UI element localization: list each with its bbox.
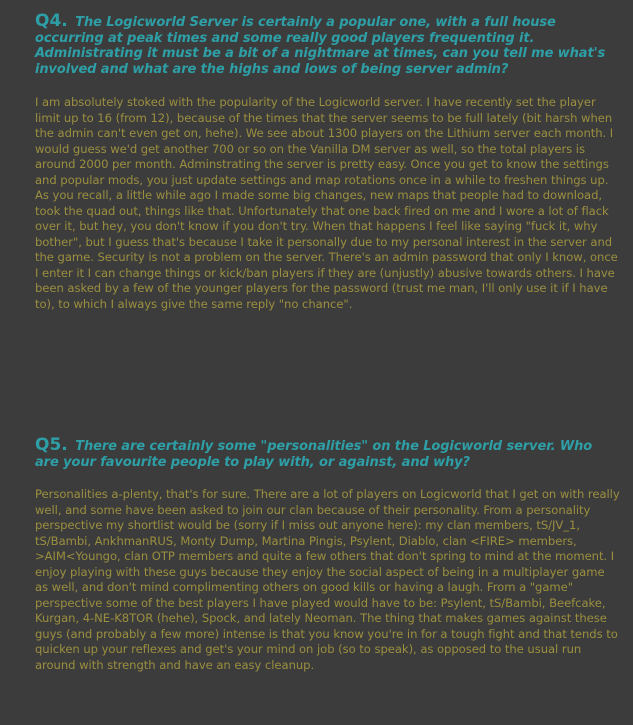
question-5-label: Q5. (35, 435, 68, 455)
answer-5-text: Personalities a-plenty, that's for sure. There are a lot of players on Logicworld that I get on with really well, and some have been asked to join our clan because of their personality. From a personality perspective my shortlist would be (sorry if I miss out anyone here): my clan members, tS/JV_1, tS/Bambi, AnkhmanRUS, Monty Dump, Martina Pingis, Psylent, Diablo, clan <FIRE> members, >AIM<Youngo, clan OTP members and quite a few others that don't spring to mind at the moment. I enjoy playing with these guys because they enjoy the social aspect of being in a multiplayer game as well, and don't mind complimenting others on good kills or having a laugh. From a "game" perspective some of the best players I have played would have to be: Psylent, tS/Bambi, Beefcake, Kurgan, 4-NE-K8TOR (hehe), Spock, and lately Neoman. The thing that makes games against these guys (and probably a few more) intense is that you know you're in for a tough fight and that tends to quicken up your reflexes and get's your mind on job (so to speak), as opposed to the usual run around with strength and have an easy cleanup. (35, 487, 620, 672)
question-5 (35, 435, 620, 470)
question-5-text: There are certainly some "personalities" on the Logicworld server. Who are your favourite people to play with, or against, and why? (35, 439, 593, 470)
question-4 (35, 11, 620, 77)
answer-4-text: I am absolutely stoked with the popularity of the Logicworld server. I have recently set the player limit up to 16 (from 12), because of the times that the server seems to be full lately (bit harsh when the admin can't even get on, hehe). We see about 1300 players on the Lithium server each month. I would guess we'd get another 700 or so on the Vanilla DM server as well, so the total players is around 2000 per month. Adminstrating the server is pretty easy. Once you get to know the settings and popular mods, you just update settings and map rotations once in a while to freshen things up. As you recall, a little while ago I made some big changes, new maps that people had to download, took the quad out, things like that. Unfortunately that one back fired on me and I wore a lot of flack over it, but hey, you don't know if you don't try. When that happens I feel like saying "fuck it, why bother", but I guess that's because I take it personally due to my personal interest in the server and the game. Security is not a problem on the server. There's an admin password that only I know, once I enter it I can change things or kick/ban players if they are (unjustly) abusive towards others. I have been asked by a few of the younger players for the password (trust me man, I'll only use it if I have to), to which I always give the same reply "no chance". (35, 95, 618, 311)
question-4-label: Q4. (35, 11, 68, 31)
question-4-text: The Logicworld Server is certainly a popular one, with a full house occurring at peak times and some really good players frequenting it. Administrating it must be a bit of a nightmare at times, can you tell me what's involved and what are the highs and lows of being server admin? (35, 15, 606, 77)
question-4-heading (35, 11, 620, 77)
answer-4 (35, 95, 620, 312)
question-5-heading (35, 435, 620, 470)
answer-5 (35, 487, 620, 673)
